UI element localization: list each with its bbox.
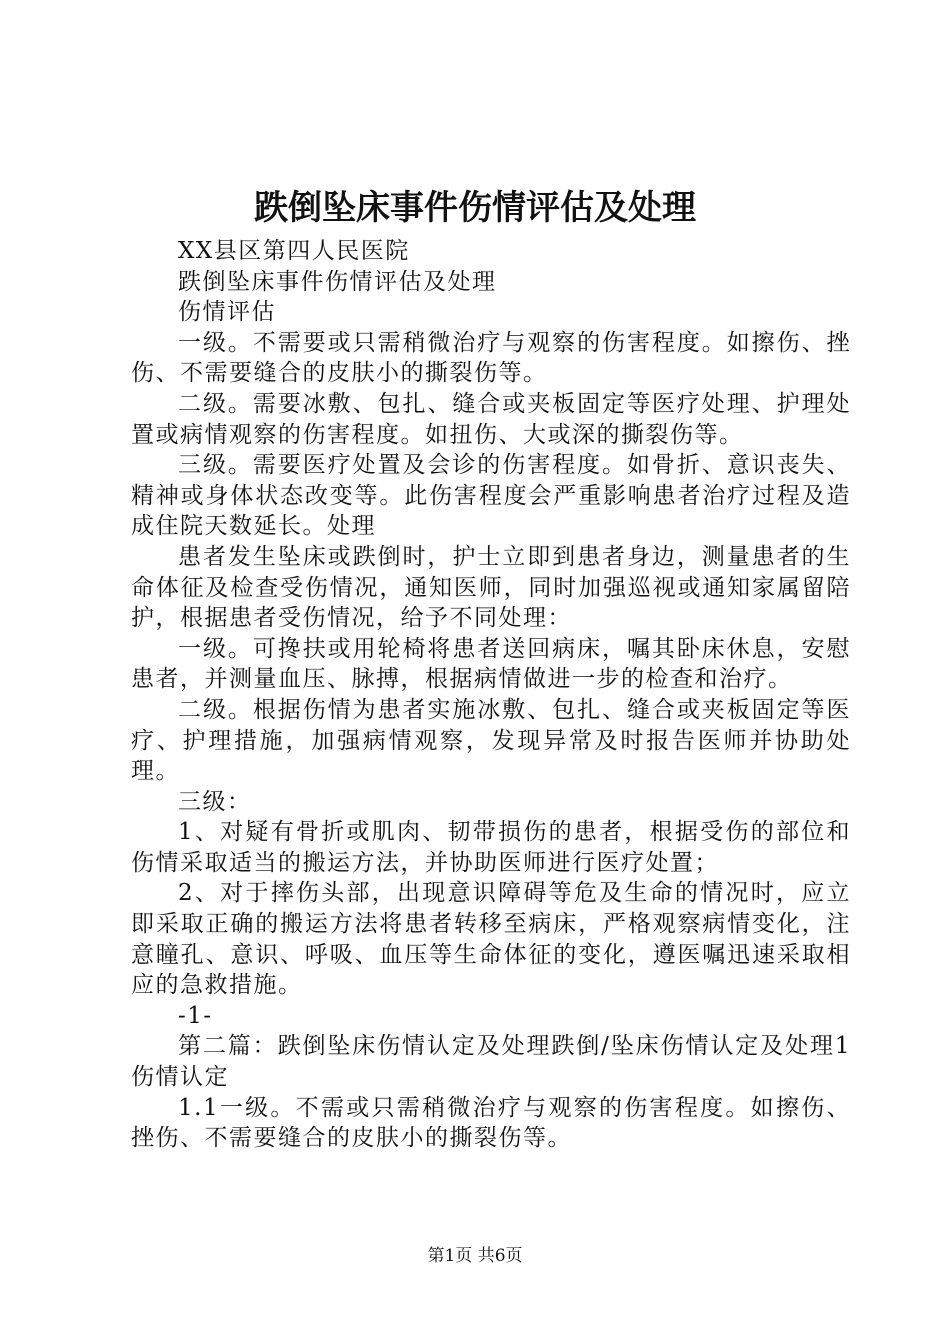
page-number: 第1页 共6页	[427, 1246, 523, 1266]
paragraph-item-1: 1、对疑有骨折或肌肉、韧带损伤的患者，根据受伤的部位和伤情采取适当的搬运方法，并协助医师进行医疗处置；	[131, 819, 851, 876]
paragraph-handling-level-1: 一级。可搀扶或用轮椅将患者送回病床，嘱其卧床休息，安慰患者，并测量血压、脉搏，根据病情做进一步的检查和治疗。	[131, 635, 851, 693]
paragraph-level-1: 一级。不需要或只需稍微治疗与观察的伤害程度。如擦伤、挫伤、不需要缝合的皮肤小的撕裂伤等。	[131, 329, 851, 387]
document-title: 跌倒坠床事件伤情评估及处理	[254, 188, 696, 228]
paragraph-level-2: 二级。需要冰敷、包扎、缝合或夹板固定等医疗处理、护理处置或病情观察的伤害程度。如扭伤、大或深的撕裂伤等。	[131, 390, 851, 448]
document-body	[131, 236, 851, 1154]
subtitle: 跌倒坠床事件伤情评估及处理	[178, 268, 497, 295]
inline-page-marker: -1-	[178, 1002, 213, 1029]
hospital-name: XX县区第四人民医院	[178, 238, 410, 264]
paragraph-item-2: 2、对于摔伤头部，出现意识障碍等危及生命的情况时，应立即采取正确的搬运方法将患者转移至病床，严格观察病情变化，注意瞳孔、意识、呼吸、血压等生命体征的变化，遵医嘱迅速采取相应的急救措施。	[131, 880, 851, 999]
paragraph-item-1-1: 1.1一级。不需或只需稍微治疗与观察的伤害程度。如擦伤、挫伤、不需要缝合的皮肤小的撕裂伤等。	[131, 1094, 851, 1152]
paragraph-handling-level-3: 三级：	[178, 788, 252, 815]
paragraph-handling-intro: 患者发生坠床或跌倒时，护士立即到患者身边，测量患者的生命体征及检查受伤情况，通知医师，同时加强巡视或通知家属留陪护，根据患者受伤情况，给予不同处理：	[131, 543, 851, 632]
paragraph-second-article: 第二篇：跌倒坠床伤情认定及处理跌倒/坠床伤情认定及处理1伤情认定	[131, 1033, 851, 1091]
paragraph-level-3: 三级。需要医疗处置及会诊的伤害程度。如骨折、意识丧失、精神或身体状态改变等。此伤害程度会严重影响患者治疗过程及造成住院天数延长。处理	[131, 452, 851, 540]
section-heading-assessment: 伤情评估	[178, 299, 276, 326]
paragraph-handling-level-2: 二级。根据伤情为患者实施冰敷、包扎、缝合或夹板固定等医疗、护理措施，加强病情观察，发现异常及时报告医师并协助处理。	[131, 696, 851, 785]
